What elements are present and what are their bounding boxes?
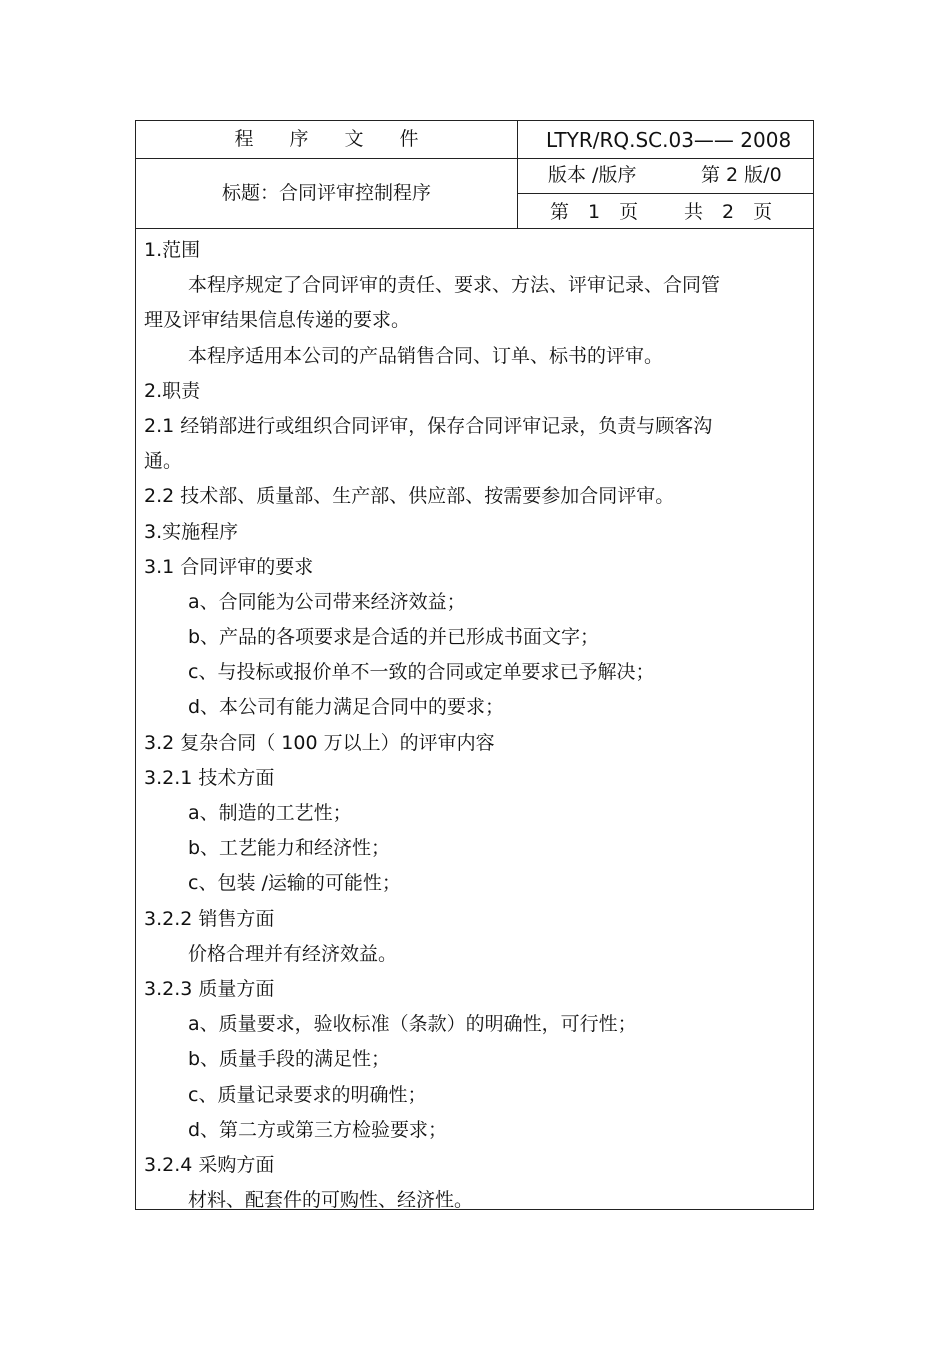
document-subject: 标题：合同评审控制程序 bbox=[221, 182, 431, 204]
body-line: 材料、配套件的可购性、经济性。 bbox=[188, 1189, 474, 1212]
body-line: a、质量要求，验收标准（条款）的明确性，可行性； bbox=[188, 1013, 637, 1036]
body-line: c、质量记录要求的明确性； bbox=[188, 1083, 427, 1106]
body-line: a、合同能为公司带来经济效益； bbox=[188, 590, 466, 613]
body-line: 理及评审结果信息传递的要求。 bbox=[144, 309, 411, 332]
body-line: 3.2.3 质量方面 bbox=[144, 977, 275, 1000]
document-code: LTYR/RQ.SC.03—— 2008 bbox=[546, 128, 792, 152]
header-table bbox=[136, 121, 813, 229]
body-line: 2.职责 bbox=[144, 379, 201, 402]
header-sub-divider bbox=[517, 193, 813, 194]
body-line: a、制造的工艺性； bbox=[188, 802, 352, 824]
body-line: d、本公司有能力满足合同中的要求； bbox=[188, 696, 505, 719]
body-line: 通。 bbox=[144, 450, 183, 473]
body-line: c、包装 /运输的可能性； bbox=[188, 872, 401, 895]
version-label: 版本 /版序 bbox=[548, 164, 637, 186]
document-body bbox=[144, 233, 809, 1218]
body-line: 3.实施程序 bbox=[144, 520, 239, 543]
body-line: b、质量手段的满足性； bbox=[188, 1048, 391, 1071]
version-value: 第 2 版/0 bbox=[701, 164, 782, 186]
body-line: 2.2 技术部、质量部、生产部、供应部、按需要参加合同评审。 bbox=[144, 485, 675, 508]
body-line: 本程序适用本公司的产品销售合同、订单、标书的评审。 bbox=[188, 344, 664, 367]
body-line: 3.2 复杂合同（ 100 万以上）的评审内容 bbox=[144, 731, 495, 754]
document-type: 程序文件 bbox=[234, 128, 455, 150]
body-line: 3.2.1 技术方面 bbox=[144, 766, 275, 789]
body-line: 3.2.4 采购方面 bbox=[144, 1153, 275, 1176]
document-frame bbox=[135, 120, 814, 1210]
body-line: c、与投标或报价单不一致的合同或定单要求已予解决； bbox=[188, 661, 655, 684]
body-line: 3.2.2 销售方面 bbox=[144, 907, 275, 930]
page-current: 第 1 页 bbox=[550, 201, 639, 223]
body-line: 2.1 经销部进行或组织合同评审，保存合同评审记录，负责与顾客沟 bbox=[144, 414, 713, 437]
body-line: d、第二方或第三方检验要求； bbox=[188, 1118, 448, 1141]
page-total: 共 2 页 bbox=[684, 201, 773, 223]
body-line: 1.范围 bbox=[144, 239, 201, 261]
header-row-divider bbox=[136, 158, 813, 159]
body-line: 3.1 合同评审的要求 bbox=[144, 555, 314, 578]
body-line: b、工艺能力和经济性； bbox=[188, 837, 391, 860]
header-divider bbox=[517, 121, 518, 228]
body-line: 本程序规定了合同评审的责任、要求、方法、评审记录、合同管 bbox=[188, 274, 721, 297]
body-line: 价格合理并有经济效益。 bbox=[188, 942, 398, 965]
body-line: b、产品的各项要求是合适的并已形成书面文字； bbox=[188, 626, 600, 649]
